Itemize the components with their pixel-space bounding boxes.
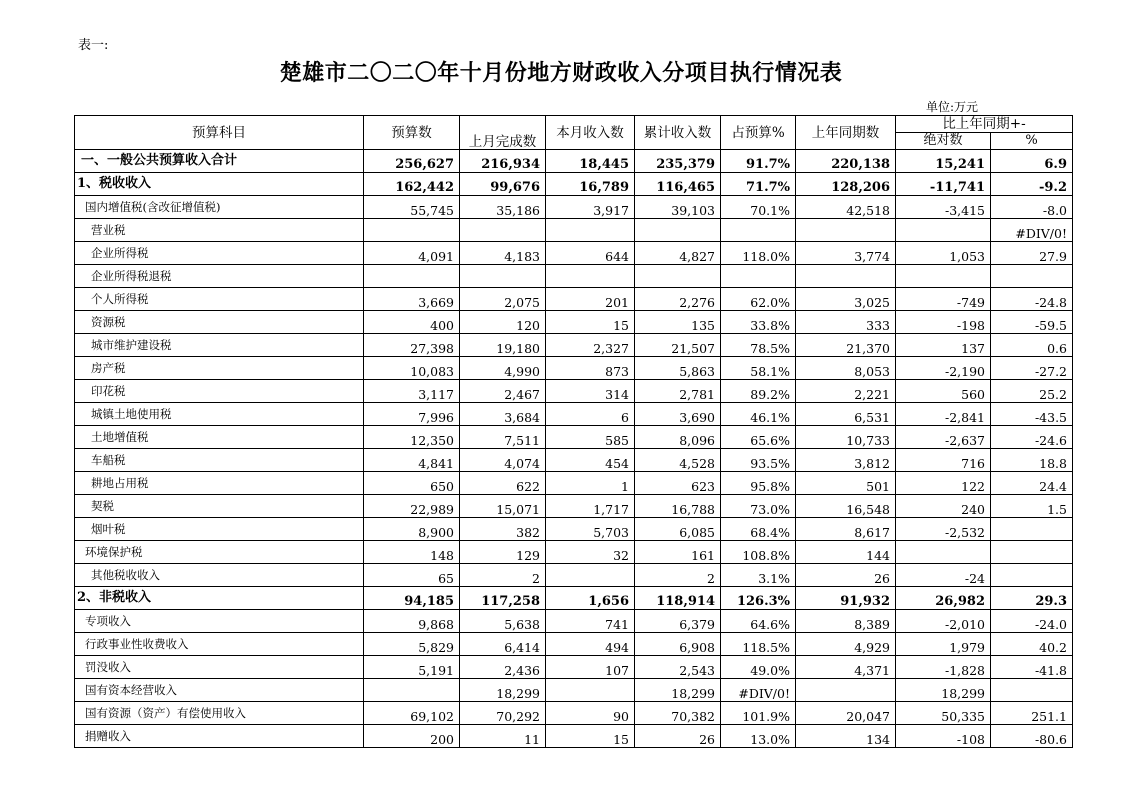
cell-this-month: 107 [546,656,635,679]
row-item-name: 印花税 [75,380,364,403]
table-row [75,610,1073,633]
cell-last-month: 120 [460,311,546,334]
cell-last-year: 8,617 [796,518,896,541]
cell-pct: -24.0 [991,610,1073,633]
cell-last-year: 333 [796,311,896,334]
cell-this-month: 1,717 [546,495,635,518]
cell-pct: -43.5 [991,403,1073,426]
cell-cumulative: 16,788 [635,495,721,518]
cell-pct-budget: 118.0% [721,242,796,265]
cell-pct: -24.6 [991,426,1073,449]
cell-pct-budget: 118.5% [721,633,796,656]
cell-budget: 10,083 [364,357,460,380]
cell-cumulative: 5,863 [635,357,721,380]
table-row [75,541,1073,564]
cell-last-year: 91,932 [796,587,896,610]
cell-last-year: 2,221 [796,380,896,403]
cell-budget: 3,669 [364,288,460,311]
cell-last-year: 8,389 [796,610,896,633]
cell-last-year: 20,047 [796,702,896,725]
cell-last-month: 19,180 [460,334,546,357]
table-row [75,334,1073,357]
cell-pct: -9.2 [991,173,1073,196]
cell-this-month [546,679,635,702]
cell-pct-budget: 49.0% [721,656,796,679]
cell-cumulative: 161 [635,541,721,564]
header-item: 预算科目 [75,116,364,150]
cell-pct-budget: 65.6% [721,426,796,449]
cell-budget: 256,627 [364,150,460,173]
cell-last-month: 117,258 [460,587,546,610]
table-row [75,725,1073,748]
cell-this-month: 16,789 [546,173,635,196]
cell-this-month: 5,703 [546,518,635,541]
cell-last-month: 4,990 [460,357,546,380]
table-row [75,472,1073,495]
cell-pct-budget: 62.0% [721,288,796,311]
cell-abs: 26,982 [896,587,991,610]
row-item-name: 资源税 [75,311,364,334]
table-row [75,311,1073,334]
cell-last-year: 3,025 [796,288,896,311]
table-body [75,150,1073,748]
cell-cumulative: 18,299 [635,679,721,702]
cell-cumulative: 6,085 [635,518,721,541]
cell-pct-budget: 13.0% [721,725,796,748]
cell-last-month: 99,676 [460,173,546,196]
cell-cumulative: 6,908 [635,633,721,656]
cell-last-month: 4,074 [460,449,546,472]
cell-pct: 1.5 [991,495,1073,518]
row-item-name: 房产税 [75,357,364,380]
cell-this-month: 3,917 [546,196,635,219]
cell-this-month: 494 [546,633,635,656]
cell-pct-budget: 70.1% [721,196,796,219]
cell-cumulative: 26 [635,725,721,748]
cell-abs: 716 [896,449,991,472]
cell-budget: 200 [364,725,460,748]
table-row [75,518,1073,541]
cell-cumulative: 623 [635,472,721,495]
cell-pct: 6.9 [991,150,1073,173]
cell-abs [896,541,991,564]
cell-pct-budget: 93.5% [721,449,796,472]
cell-budget: 9,868 [364,610,460,633]
cell-pct-budget: 64.6% [721,610,796,633]
cell-this-month [546,564,635,587]
cell-pct: -8.0 [991,196,1073,219]
header-abs: 绝对数 [896,133,991,150]
table-row [75,679,1073,702]
cell-this-month: 644 [546,242,635,265]
table-row [75,495,1073,518]
cell-abs: 50,335 [896,702,991,725]
header-row [75,116,1073,133]
cell-abs: 1,053 [896,242,991,265]
row-item-name: 其他税收收入 [75,564,364,587]
cell-last-month: 382 [460,518,546,541]
cell-budget: 148 [364,541,460,564]
row-item-name: 城镇土地使用税 [75,403,364,426]
cell-last-year: 21,370 [796,334,896,357]
cell-budget: 65 [364,564,460,587]
cell-last-year: 220,138 [796,150,896,173]
cell-pct: 24.4 [991,472,1073,495]
row-item-name: 环境保护税 [75,541,364,564]
table-row [75,656,1073,679]
table-row [75,150,1073,173]
cell-pct [991,518,1073,541]
cell-abs: -2,532 [896,518,991,541]
cell-pct [991,564,1073,587]
cell-abs: -2,841 [896,403,991,426]
cell-last-month: 5,638 [460,610,546,633]
cell-cumulative: 135 [635,311,721,334]
cell-this-month: 1 [546,472,635,495]
header-last-year: 上年同期数 [796,116,896,150]
table-label: 表一: [78,38,109,53]
cell-abs: -2,190 [896,357,991,380]
cell-budget [364,679,460,702]
cell-last-year [796,265,896,288]
table-row [75,587,1073,610]
cell-this-month [546,219,635,242]
cell-pct: -41.8 [991,656,1073,679]
cell-last-month: 18,299 [460,679,546,702]
cell-cumulative [635,265,721,288]
cell-this-month: 2,327 [546,334,635,357]
row-item-name: 车船税 [75,449,364,472]
cell-this-month: 15 [546,725,635,748]
cell-last-month: 4,183 [460,242,546,265]
cell-last-month: 7,511 [460,426,546,449]
page-title: 楚雄市二〇二〇年十月份地方财政收入分项目执行情况表 [279,60,843,86]
cell-budget: 27,398 [364,334,460,357]
cell-budget: 69,102 [364,702,460,725]
row-item-name: 企业所得税退税 [75,265,364,288]
cell-pct-budget: 58.1% [721,357,796,380]
header-last-month: 上月完成数 [460,116,546,150]
row-item-name: 国内增值税(含改征增值税) [75,196,364,219]
row-item-name: 营业税 [75,219,364,242]
cell-abs: 137 [896,334,991,357]
row-item-name: 耕地占用税 [75,472,364,495]
cell-last-year: 4,371 [796,656,896,679]
cell-abs: -198 [896,311,991,334]
cell-cumulative: 39,103 [635,196,721,219]
cell-budget: 5,829 [364,633,460,656]
cell-abs: -749 [896,288,991,311]
cell-budget: 4,091 [364,242,460,265]
cell-pct: #DIV/0! [991,219,1073,242]
cell-last-month [460,219,546,242]
cell-last-year: 42,518 [796,196,896,219]
cell-cumulative: 3,690 [635,403,721,426]
cell-pct-budget: 3.1% [721,564,796,587]
table-row [75,426,1073,449]
cell-pct: -80.6 [991,725,1073,748]
cell-cumulative: 2,276 [635,288,721,311]
cell-last-year: 16,548 [796,495,896,518]
cell-cumulative: 6,379 [635,610,721,633]
cell-abs: -3,415 [896,196,991,219]
cell-pct: 251.1 [991,702,1073,725]
cell-pct: 25.2 [991,380,1073,403]
cell-cumulative: 235,379 [635,150,721,173]
header-pct: % [991,133,1073,150]
row-item-name: 2、非税收入 [75,587,364,610]
cell-last-month: 3,684 [460,403,546,426]
cell-last-month: 2,075 [460,288,546,311]
cell-budget [364,219,460,242]
cell-last-month: 6,414 [460,633,546,656]
row-item-name: 专项收入 [75,610,364,633]
cell-pct: -59.5 [991,311,1073,334]
row-item-name: 捐赠收入 [75,725,364,748]
row-item-name: 烟叶税 [75,518,364,541]
cell-pct: -24.8 [991,288,1073,311]
cell-this-month: 873 [546,357,635,380]
cell-abs: 15,241 [896,150,991,173]
table-row [75,702,1073,725]
cell-this-month: 314 [546,380,635,403]
cell-pct-budget [721,219,796,242]
cell-pct-budget: 33.8% [721,311,796,334]
cell-pct: 40.2 [991,633,1073,656]
cell-this-month: 32 [546,541,635,564]
cell-budget: 4,841 [364,449,460,472]
revenue-table [74,115,1073,748]
row-item-name: 城市维护建设税 [75,334,364,357]
cell-pct: 27.9 [991,242,1073,265]
cell-pct-budget: 126.3% [721,587,796,610]
cell-pct-budget: 78.5% [721,334,796,357]
cell-cumulative: 21,507 [635,334,721,357]
row-item-name: 契税 [75,495,364,518]
row-item-name: 国有资本经营收入 [75,679,364,702]
table-row [75,403,1073,426]
header-yoy: 比上年同期+- [896,116,1073,133]
cell-pct-budget: 73.0% [721,495,796,518]
row-item-name: 一、一般公共预算收入合计 [75,150,364,173]
table-row [75,449,1073,472]
table-row [75,288,1073,311]
header-this-month: 本月收入数 [546,116,635,150]
cell-abs: 18,299 [896,679,991,702]
cell-last-year: 128,206 [796,173,896,196]
cell-abs: 1,979 [896,633,991,656]
cell-cumulative: 8,096 [635,426,721,449]
table-row [75,564,1073,587]
cell-budget: 12,350 [364,426,460,449]
cell-pct: -27.2 [991,357,1073,380]
cell-last-year [796,679,896,702]
table-row [75,219,1073,242]
cell-pct [991,679,1073,702]
cell-this-month: 1,656 [546,587,635,610]
cell-last-year: 10,733 [796,426,896,449]
cell-pct [991,265,1073,288]
cell-pct-budget: 91.7% [721,150,796,173]
cell-pct-budget: 108.8% [721,541,796,564]
header-pct-budget: 占预算% [721,116,796,150]
cell-budget: 5,191 [364,656,460,679]
cell-pct: 29.3 [991,587,1073,610]
row-item-name: 土地增值税 [75,426,364,449]
cell-abs: 122 [896,472,991,495]
cell-this-month [546,265,635,288]
cell-this-month: 201 [546,288,635,311]
cell-cumulative: 116,465 [635,173,721,196]
cell-pct-budget: 95.8% [721,472,796,495]
cell-cumulative: 70,382 [635,702,721,725]
row-item-name: 个人所得税 [75,288,364,311]
table-row [75,357,1073,380]
cell-budget: 400 [364,311,460,334]
cell-last-month: 35,186 [460,196,546,219]
row-item-name: 国有资源（资产）有偿使用收入 [75,702,364,725]
cell-abs: 560 [896,380,991,403]
cell-pct-budget: 46.1% [721,403,796,426]
cell-abs: -108 [896,725,991,748]
cell-pct [991,541,1073,564]
table-row [75,196,1073,219]
cell-last-year: 6,531 [796,403,896,426]
cell-last-month [460,265,546,288]
cell-pct: 18.8 [991,449,1073,472]
table-row [75,265,1073,288]
cell-abs [896,219,991,242]
cell-pct-budget: #DIV/0! [721,679,796,702]
cell-cumulative: 2,543 [635,656,721,679]
cell-budget [364,265,460,288]
cell-abs: -1,828 [896,656,991,679]
cell-budget: 3,117 [364,380,460,403]
cell-abs [896,265,991,288]
cell-cumulative: 4,827 [635,242,721,265]
cell-last-month: 2 [460,564,546,587]
cell-this-month: 90 [546,702,635,725]
cell-last-month: 129 [460,541,546,564]
table-row [75,173,1073,196]
cell-last-month: 2,436 [460,656,546,679]
cell-budget: 55,745 [364,196,460,219]
cell-pct-budget: 101.9% [721,702,796,725]
cell-pct-budget [721,265,796,288]
table-row [75,633,1073,656]
table-row [75,242,1073,265]
cell-cumulative: 2,781 [635,380,721,403]
cell-last-year: 26 [796,564,896,587]
cell-abs: -2,637 [896,426,991,449]
cell-abs: 240 [896,495,991,518]
cell-this-month: 741 [546,610,635,633]
cell-abs: -24 [896,564,991,587]
cell-last-month: 15,071 [460,495,546,518]
cell-budget: 94,185 [364,587,460,610]
row-item-name: 1、税收收入 [75,173,364,196]
cell-pct-budget: 89.2% [721,380,796,403]
cell-last-year: 134 [796,725,896,748]
row-item-name: 罚没收入 [75,656,364,679]
cell-last-month: 70,292 [460,702,546,725]
cell-last-year: 501 [796,472,896,495]
cell-cumulative [635,219,721,242]
cell-this-month: 18,445 [546,150,635,173]
cell-cumulative: 118,914 [635,587,721,610]
cell-last-year: 3,812 [796,449,896,472]
row-item-name: 行政事业性收费收入 [75,633,364,656]
cell-budget: 8,900 [364,518,460,541]
cell-last-year: 3,774 [796,242,896,265]
cell-abs: -2,010 [896,610,991,633]
cell-last-year: 144 [796,541,896,564]
cell-budget: 650 [364,472,460,495]
cell-this-month: 585 [546,426,635,449]
cell-budget: 22,989 [364,495,460,518]
cell-last-month: 622 [460,472,546,495]
cell-pct-budget: 68.4% [721,518,796,541]
cell-abs: -11,741 [896,173,991,196]
cell-last-month: 2,467 [460,380,546,403]
cell-last-month: 11 [460,725,546,748]
cell-this-month: 6 [546,403,635,426]
cell-last-year: 8,053 [796,357,896,380]
cell-last-month: 216,934 [460,150,546,173]
cell-last-year [796,219,896,242]
cell-this-month: 454 [546,449,635,472]
cell-budget: 162,442 [364,173,460,196]
header-cumulative: 累计收入数 [635,116,721,150]
cell-budget: 7,996 [364,403,460,426]
cell-cumulative: 2 [635,564,721,587]
cell-cumulative: 4,528 [635,449,721,472]
cell-pct-budget: 71.7% [721,173,796,196]
cell-last-year: 4,929 [796,633,896,656]
unit-label: 单位:万元 [926,100,979,114]
row-item-name: 企业所得税 [75,242,364,265]
cell-pct: 0.6 [991,334,1073,357]
table-row [75,380,1073,403]
cell-this-month: 15 [546,311,635,334]
header-budget: 预算数 [364,116,460,150]
